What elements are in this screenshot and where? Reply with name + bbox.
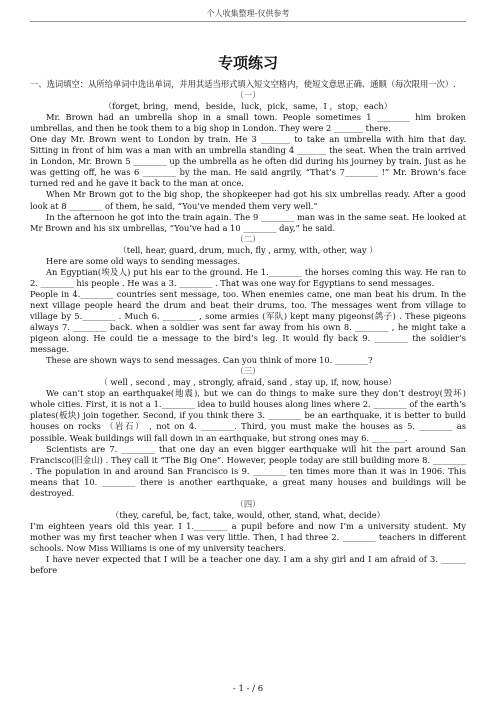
section-3-word-bank: （ well , second , may , strongly, afraid, sand , stay up, if, now, house） bbox=[99, 377, 397, 388]
page-number: - 1 - / 6 bbox=[232, 684, 264, 694]
section-2-paragraph: An Egyptian(埃及人) put his ear to the ground. He 1.________ the horses coming this way. He ran to 2. ________ his people . He was a 3. ________ . That was one way for Egyptians to send messages. bbox=[30, 266, 466, 288]
section-2-paragraph: Here are some old ways to sending messages. bbox=[46, 255, 241, 266]
header-rule bbox=[30, 21, 466, 22]
section-1-paragraph: In the afternoon he got into the train again. The 9 ________ man was in the same seat. He looked at Mr Brown and his six umbrellas, “You’ve had a 10 ________ day,” he said. bbox=[30, 211, 466, 233]
section-4-paragraph: I have never expected that I will be a teacher one day. I am a shy girl and I am afraid of 3. ______ before bbox=[30, 554, 466, 576]
section-1-word-bank: （forget, bring，mend，beside，luck，pick，same，I ，stop，each） bbox=[103, 101, 393, 112]
section-1-paragraph: One day Mr. Brown went to London by train. He 3 _______ to take an umbrella with him that day. Sitting in front of him was a man with an umbrella standing 4 _______ the seat. When the train arrived in London, Mr. Brown 5 ________ up the umbrella as he often did during his journey by train. Just as he was getting off, he was 6 ________ by the man. He said angrily, “That’s 7________ !” Mr. Brown’s face turned red and he gave it back to the man at once. bbox=[30, 134, 466, 189]
section-2-paragraph: People in 4.________ countries sent message, too. When enemies came, one man beat his drum. In the next village people heard the drum and beat their drums, too. The messages went from village to village by 5.________ . Much 6. ________ , some armies (军队) kept many pigeons(鸽子) . These pigeons always 7. ________ back. when a soldier was sent far away from his own 8. ________ , he might take a pigeon along. He could tie a message to the bird’s leg. It would fly back 9. ________ the soldier’s message. bbox=[30, 288, 466, 355]
section-2-paragraph: These are shown ways to send messages. Can you think of more 10. ________? bbox=[46, 355, 373, 366]
section-2-label: （二） bbox=[235, 233, 261, 244]
document-body bbox=[30, 79, 466, 576]
section-3-label: （三） bbox=[235, 366, 261, 377]
page-header: 个人收集整理-仅供参考 bbox=[206, 9, 290, 18]
section-1-paragraph: Mr. Brown had an umbrella shop in a small town. People sometimes 1 ________ him broken umbrellas, and then he took them to a big shop in London. They were 2 _______ there. bbox=[30, 112, 466, 134]
section-1-paragraph: When Mr Brown got to the big shop, the shopkeeper had got his six umbrellas ready. After a good look at 8 ________ of them, he said, “You’ve mended them very well.” bbox=[30, 189, 466, 211]
section-1-label: （一） bbox=[235, 90, 261, 101]
section-3-paragraph: We can’t stop an earthquake(地震), but we can do things to make sure they don’t destroy(毁坏) whole cities. First, it is not a 1.________ idea to build houses along lines where 2. ________ of the earth’s plates(板块) join together. Second, if you think there 3. ________ be an earthquake, it is better to build houses on rocks （岩石） , not on 4. ________. Third, you must make the houses as 5. ________ as possible. Weak buildings will fall down in an earthquake, but strong ones may 6. ________. bbox=[30, 388, 466, 443]
section-4-label: （四） bbox=[235, 498, 261, 509]
document-title: 专项练习 bbox=[217, 54, 278, 72]
instruction: 一、选词填空：从所给单词中选出单词，并用其适当形式填入短文空格内，使短文意思正确、通顺（每次限用一次）. bbox=[30, 79, 456, 89]
section-4-paragraph: I’m eighteen years old this year. I 1.________ a pupil before and now I’m a university student. My mother was my first teacher when I was very little. Then, I had three 2. ________ teachers in different schools. Now Miss Williams is one of my university teachers. bbox=[30, 520, 466, 553]
section-2-word-bank: （tell, hear, guard, drum, much, fly , army, with, other, way ） bbox=[118, 244, 378, 255]
section-3-paragraph: Scientists are 7. ________ that one day an even bigger earthquake will hit the part around San Francisco(旧金山) . They call it “The Big One”. However, people today are still building more 8. ________ . The population in and around San Francisco is 9. ________ ten times more than it was in 1906. This means that 10. ________ there is another earthquake, a great many houses and buildings will be destroyed. bbox=[30, 443, 466, 498]
section-4-word-bank: （they, careful, be, fact, take, would, other, stand, what, decide） bbox=[111, 509, 385, 520]
